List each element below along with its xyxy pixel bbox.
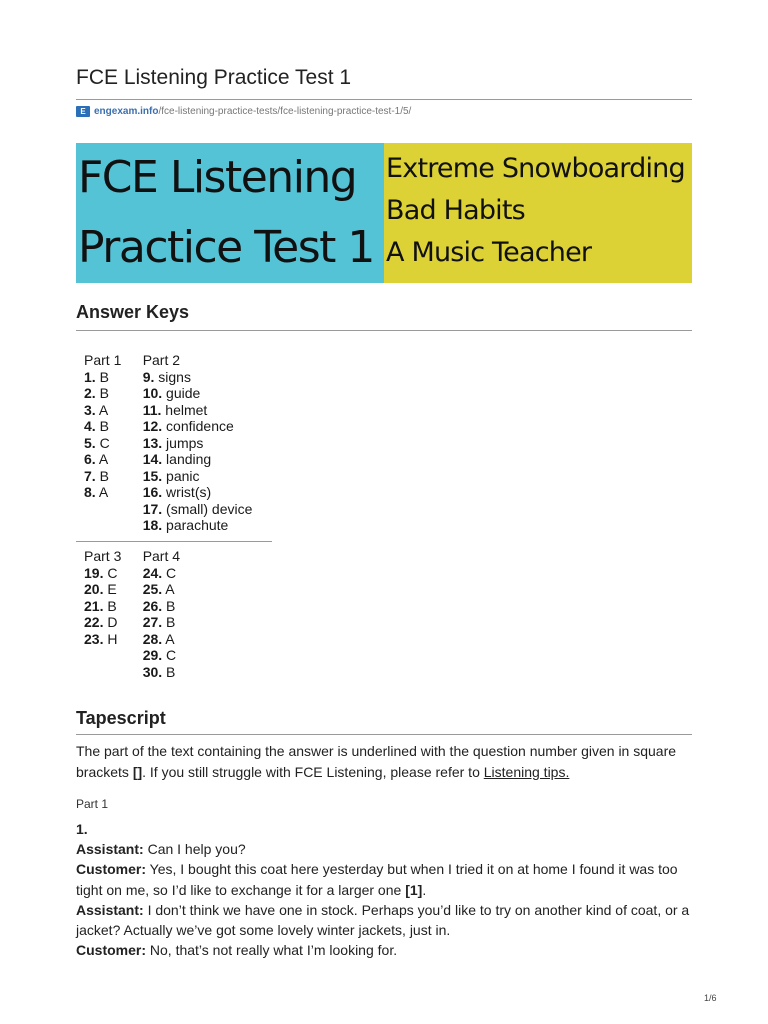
answer-keys-heading: Answer Keys [76, 302, 190, 322]
answer-key-item: 5. C [84, 434, 110, 451]
part4-column [143, 548, 272, 680]
answer-key-item: 8. A [84, 484, 109, 500]
answer-key-item: 14. landing [142, 451, 212, 467]
answer-key-item: 22. D [84, 614, 118, 630]
site-logo-icon: E [76, 106, 90, 117]
title-banner-image [76, 143, 692, 283]
answer-key-item: 15. panic [142, 467, 200, 484]
source-domain[interactable]: engexam.info [94, 106, 159, 117]
part1-column [84, 352, 143, 534]
answer-key-item: 9. signs [142, 368, 191, 385]
answer-key-item: 11. helmet [142, 401, 208, 418]
banner-title-line2: Practice Test 1 [78, 222, 374, 273]
source-url[interactable] [76, 106, 411, 117]
tapescript-heading: Tapescript [76, 708, 166, 728]
banner-topic-3: A Music Teacher [386, 237, 592, 268]
source-path[interactable]: /fce-listening-practice-tests/fce-listening-practice-test-1/5/ [158, 106, 412, 117]
answer-key-item: 6. A [84, 451, 109, 467]
dialog-line: Assistant: Can I help you? [76, 841, 246, 858]
part2-column [143, 352, 272, 534]
answer-key-item: 19. C [84, 564, 118, 581]
page-number: 1/6 [704, 993, 717, 1003]
document-title: FCE Listening Practice Test 1 [76, 66, 352, 89]
answer-keys-table-bottom [76, 548, 272, 680]
banner-topic-1: Extreme Snowboarding [386, 153, 685, 184]
banner-topic-2: Bad Habits [386, 195, 525, 226]
banner-right-panel [384, 143, 692, 283]
answer-key-item: 17. (small) device [142, 500, 253, 517]
answer-key-item: 10. guide [142, 385, 201, 401]
answer-keys-table-top [76, 352, 272, 534]
answer-key-item: 27. B [142, 614, 176, 630]
tapescript-intro [76, 741, 692, 783]
answer-key-item: 12. confidence [142, 418, 234, 434]
answer-key-item: 1. B [84, 368, 109, 385]
part1-label: Part 1 [84, 352, 122, 368]
part3-label: Part 3 [84, 548, 122, 564]
answer-key-item: 4. B [84, 418, 109, 434]
answer-key-item: 20. E [84, 581, 117, 597]
part-label: Part 1 [76, 797, 109, 811]
answer-key-item: 29. C [142, 647, 177, 663]
answer-key-item: 3. A [84, 401, 109, 418]
banner-title-line1: FCE Listening [78, 152, 357, 203]
answer-key-item: 2. B [84, 385, 109, 401]
dialog-block [76, 819, 692, 960]
answer-keys-divider [76, 330, 692, 331]
answer-key-item: 23. H [84, 630, 118, 647]
dialog-line: Customer: Yes, I bought this coat here yesterday but when I tried it on at home I found it was too tight on me, so I’d like to exchange it for a larger one [1]. [76, 861, 678, 898]
part2-label: Part 2 [142, 352, 181, 368]
answer-key-item: 13. jumps [142, 434, 204, 451]
answer-key-item: 16. wrist(s) [142, 484, 212, 500]
dialog-line: Customer: No, that’s not really what I’m looking for. [76, 942, 398, 959]
answer-key-item: 28. A [142, 630, 175, 647]
intro-text-2: . If you still struggle with FCE Listening, please refer to [142, 764, 484, 780]
part3-column [84, 548, 143, 680]
intro-brackets: [] [132, 764, 143, 780]
part4-label: Part 4 [142, 548, 181, 564]
answer-key-item: 24. C [142, 564, 177, 581]
banner-left-panel [76, 143, 384, 283]
question-number: 1. [76, 821, 88, 837]
answer-key-item: 21. B [84, 597, 117, 614]
answer-key-item: 26. B [142, 597, 176, 614]
answer-key-item: 25. A [142, 581, 175, 597]
dialog-line: Assistant: I don’t think we have one in stock. Perhaps you’d like to try on another kind of coat, or a jacket? Actually we’ve got some lovely winter jackets, just in. [76, 901, 690, 939]
answer-key-item: 30. B [142, 663, 176, 680]
title-divider [76, 99, 692, 100]
answer-key-item: 7. B [84, 467, 109, 484]
answer-key-item: 18. parachute [142, 517, 229, 533]
intro-text-1: The part of the text containing the answer is underlined with the question number given in square brackets [76, 743, 677, 780]
listening-tips-link[interactable]: Listening tips. [483, 764, 570, 780]
tapescript-divider [76, 734, 692, 735]
answer-keys-separator [76, 541, 272, 542]
